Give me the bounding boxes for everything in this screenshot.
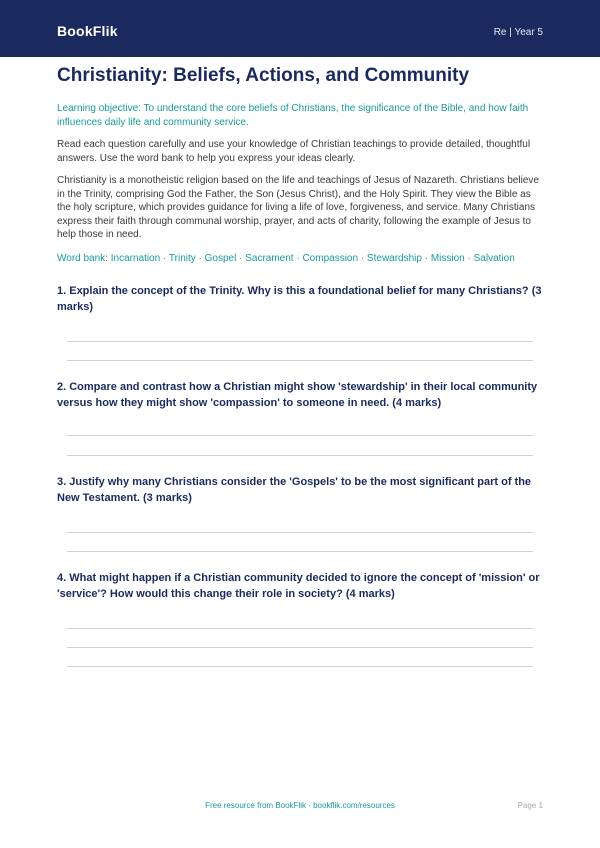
question-text: 4. What might happen if a Christian community decided to ignore the concept of 'mission' or 'service'? How would this change their role in society? (4 marks) xyxy=(57,572,540,600)
question-text: 3. Justify why many Christians consider the 'Gospels' to be the most significant part of the New Testament. (3 marks) xyxy=(57,476,532,504)
answer-area[interactable] xyxy=(67,532,533,552)
subject-year-label: Re | Year 5 xyxy=(493,27,543,38)
answer-line[interactable] xyxy=(67,551,533,552)
answer-line[interactable] xyxy=(67,435,533,436)
page-number: Page 1 xyxy=(517,801,543,810)
header-bar xyxy=(0,0,600,57)
answer-area[interactable] xyxy=(67,435,533,456)
question-4 xyxy=(57,570,543,667)
answer-line[interactable] xyxy=(67,628,533,629)
worksheet-content xyxy=(57,64,543,667)
question-3 xyxy=(57,474,543,552)
page-footer xyxy=(0,801,600,815)
footer-link[interactable]: Free resource from BookFlik · bookflik.com/resources xyxy=(205,801,395,810)
question-text: 1. Explain the concept of the Trinity. Why is this a foundational belief for many Christians? (3 marks) xyxy=(57,285,542,313)
answer-area[interactable] xyxy=(67,341,533,361)
question-2 xyxy=(57,379,543,456)
page-title: Christianity: Beliefs, Actions, and Community xyxy=(57,65,470,86)
question-text: 2. Compare and contrast how a Christian might show 'stewardship' in their local community versus how they might show 'compassion' to someone in need. (4 marks) xyxy=(57,381,538,409)
word-bank: Word bank: Incarnation · Trinity · Gospel · Sacrament · Compassion · Stewardship · Mission · Salvation xyxy=(57,252,515,264)
answer-line[interactable] xyxy=(67,647,533,648)
intro-text: Christianity is a monotheistic religion based on the life and teachings of Jesus of Nazareth. Christians believe in the Trinity, comprising God the Father, the Son (Jesus Christ), and the Holy Spirit. They view the Bible as the holy scripture, which provides guidance for living a life of love, forgiveness, and service. Many Christians express their faith through communal worship, prayer, and acts of charity, following the example of Jesus to help those in need. xyxy=(57,175,539,240)
brand-logo[interactable]: BookFlik xyxy=(57,23,118,39)
instructions-text: Read each question carefully and use your knowledge of Christian teachings to provide detailed, thoughtful answers. Use the word bank to help you express your ideas clearly. xyxy=(57,139,531,164)
answer-line[interactable] xyxy=(67,532,533,533)
answer-line[interactable] xyxy=(67,341,533,342)
question-1 xyxy=(57,283,543,361)
learning-objective: Learning objective: To understand the core beliefs of Christians, the significance of the Bible, and how faith influences daily life and community service. xyxy=(57,103,529,128)
answer-line[interactable] xyxy=(67,360,533,361)
answer-line[interactable] xyxy=(67,455,533,456)
answer-line[interactable] xyxy=(67,666,533,667)
answer-area[interactable] xyxy=(67,628,533,667)
